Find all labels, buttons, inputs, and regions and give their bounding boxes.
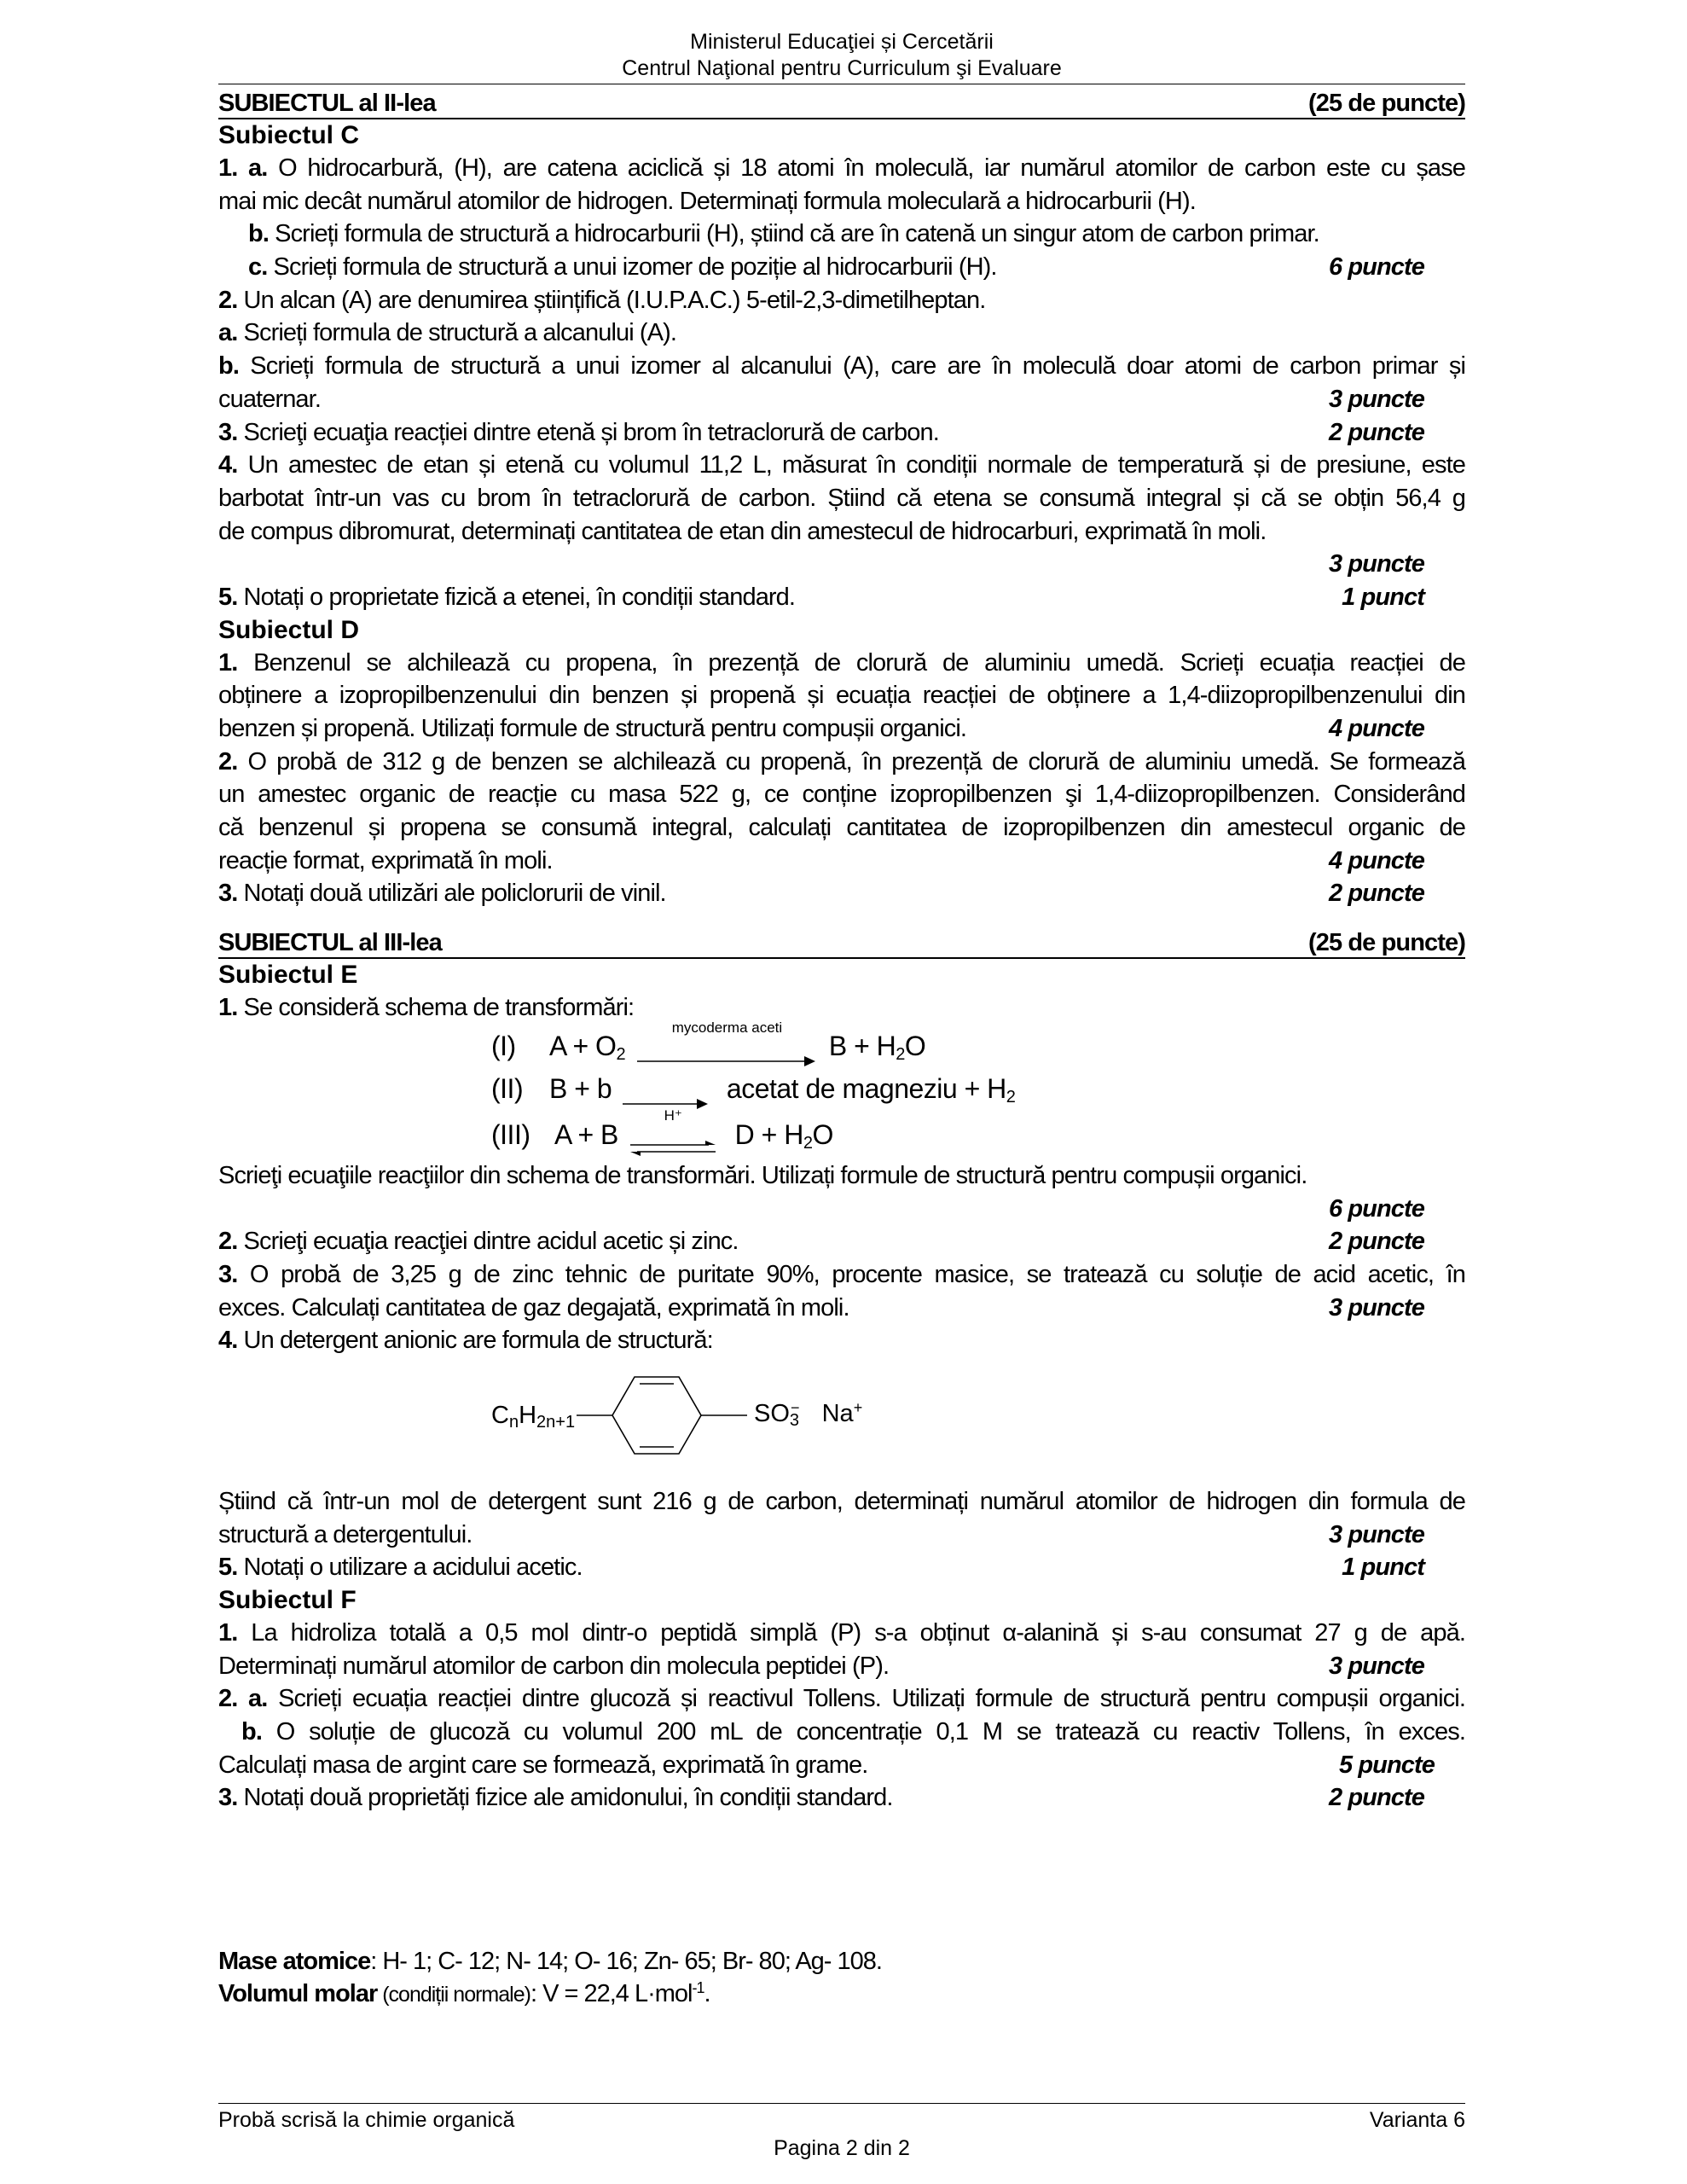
sodium: Na: [821, 1399, 854, 1427]
f-q2-points: 5 puncte: [1338, 1751, 1435, 1779]
constants-block: [218, 1945, 882, 2011]
footer-divider: [218, 2103, 1465, 2104]
reaction-1: (I) $A + O_2$ mycoderma aceti $B + H_2O$: [218, 1025, 1465, 1067]
reaction-scheme: [218, 1019, 1465, 1156]
exam-content: [218, 88, 1465, 1815]
molar-volume: [218, 1978, 882, 2011]
d-line-5: un amestec organic de reacție cu masa 522 g, ce conține izopropilbenzen şi 1,4-diizopropilbenzen. Considerând: [218, 781, 1465, 809]
e-line-1: 1. Se consideră schema de transformări:: [218, 994, 635, 1022]
c-line-6: a. Scrieți formula de structură a alcanului (A).: [218, 319, 677, 347]
d-line-2: obținere a izopropilbenzenului din benzen și propenă și ecuația reacției de obținere a 1,4-diizopropilbenzenului din: [218, 682, 1465, 710]
c-line-2: mai mic decât numărul atomilor de hidrogen. Determinați formula moleculară a hidrocarburii (H).: [218, 187, 1196, 215]
subject-2-heading: [218, 90, 1465, 119]
reaction-3-catalyst: H⁺: [664, 1107, 682, 1124]
molar-volume-value: : V = 22,4 L·mol: [530, 1980, 693, 2007]
c-line-7: b. Scrieți formula de structură a unui izomer al alcanului (A), care are în moleculă doar atomi de carbon primar și: [218, 352, 1465, 380]
e-q3-points: 3 puncte: [1328, 1293, 1424, 1321]
reaction-2-arrow: [623, 1082, 708, 1099]
subsection-f-title: Subiectul F: [218, 1586, 357, 1614]
page-header: [218, 29, 1465, 82]
molar-volume-exponent: -1: [692, 1979, 704, 1996]
e-line-2: Scrieţi ecuaţiile reacţiilor din schema de transformări. Utilizați formule de structură pentru compușii organici.: [218, 1161, 1307, 1189]
c-line-14: 5. Notați o proprietate fizică a etenei, în condiții standard.: [218, 583, 796, 611]
e-q2-points: 2 puncte: [1328, 1228, 1424, 1256]
d-line-7: reacție format, exprimată în moli.: [218, 846, 553, 874]
c-q4-points: 3 puncte: [1328, 550, 1424, 578]
reaction-2: (II) B + b acetat de magneziu + $H_2$: [218, 1067, 1465, 1110]
sulfonate-3: 3: [789, 1410, 800, 1430]
benzene-ring-icon: [577, 1366, 747, 1468]
reaction-2-products: acetat de magneziu + H: [726, 1072, 1006, 1104]
subject-2-title: SUBIECTUL al II-lea: [218, 90, 436, 117]
reaction-1-products: B + H: [828, 1030, 896, 1061]
reaction-3-equilibrium-arrow: [630, 1107, 716, 1146]
alkyl-2n1: 2n+1: [536, 1412, 576, 1432]
alkyl-n: n: [508, 1412, 519, 1432]
e-q4-points: 3 puncte: [1328, 1520, 1424, 1548]
c-q5-points: 1 punct: [1342, 583, 1424, 611]
footer-page-number: Pagina 2 din 2: [774, 2136, 910, 2160]
c-line-1: 1. a. O hidrocarbură, (H), are catena aciclică și 18 atomi în moleculă, iar numărul atomilor de carbon este cu șase: [218, 154, 1465, 182]
f-line-1: 1. La hidroliza totală a 0,5 mol dintr-o peptidă simplă (P) s-a obținut α-alanină și s-au consumat 27 g de apă.: [218, 1619, 1466, 1647]
atomic-masses-label: Mase atomice: [218, 1948, 371, 1975]
c-line-5: 2. Un alcan (A) are denumirea științifică (I.U.P.A.C.) 5-etil-2,3-dimetilheptan.: [218, 286, 986, 314]
f-q3-points: 2 puncte: [1328, 1784, 1424, 1812]
f-line-5: Calculați masa de argint care se formează, exprimată în grame.: [218, 1751, 868, 1779]
d-q2-points: 4 puncte: [1328, 846, 1424, 874]
f-line-2: Determinați numărul atomilor de carbon din molecula peptidei (P).: [218, 1652, 890, 1680]
c-q2-points: 3 puncte: [1328, 385, 1424, 413]
subject-3-points: (25 de puncte): [1308, 929, 1465, 957]
e-line-10: 5. Notați o utilizare a acidului acetic.: [218, 1554, 583, 1582]
reaction-2-label: (II): [491, 1072, 524, 1104]
molar-volume-condition: (condiții normale): [377, 1983, 530, 2007]
reaction-3: (III) A + B H⁺ $D + H_2O$: [218, 1113, 1465, 1156]
subject-2-points: (25 de puncte): [1308, 90, 1465, 117]
c-line-11: barbotat într-un vas cu brom în tetraclorură de carbon. Știind că etena se consumă integral și că se obțin 56,4 g: [218, 484, 1465, 512]
d-q1-points: 4 puncte: [1328, 715, 1424, 742]
subsection-e-title: Subiectul E: [218, 961, 358, 990]
d-line-8: 3. Notați două utilizări ale policlorurii de vinil.: [218, 880, 666, 908]
e-line-7: 4. Un detergent anionic are formula de structură:: [218, 1327, 713, 1355]
d-q3-points: 2 puncte: [1328, 880, 1424, 908]
c-line-4: c. Scrieți formula de structură a unui izomer de poziție al hidrocarburii (H).: [248, 253, 997, 282]
reaction-2-reactants: B + b: [549, 1072, 612, 1104]
subject-3-heading: [218, 929, 1465, 959]
f-line-3: 2. a. Scrieți ecuația reacției dintre glucoză și reactivul Tollens. Utilizați formule de structură pentru compușii organici.: [218, 1685, 1465, 1713]
e-line-5: 3. O probă de 3,25 g de zinc tehnic de puritate 90%, procente masice, se tratează cu soluție de acid acetic, în: [218, 1260, 1465, 1288]
c-q3-points: 2 puncte: [1328, 418, 1424, 446]
c-line-3: b. Scrieți formula de structură a hidrocarburii (H), știind că are în catenă un singur atom de carbon primar.: [248, 220, 1319, 248]
alkyl-c: C: [491, 1401, 509, 1429]
header-ministry: Ministerul Educaţiei și Cercetării: [690, 30, 994, 54]
f-line-6: 3. Notați două proprietăți fizice ale amidonului, în condiții standard.: [218, 1784, 893, 1812]
detergent-structure: [218, 1357, 1465, 1485]
c-line-12: de compus dibromurat, determinați cantitatea de etan din amestecul de hidrocarburi, exprimată în moli.: [218, 517, 1267, 545]
subsection-c-title: Subiectul C: [218, 121, 360, 149]
e-line-8: Știind că într-un mol de detergent sunt 216 g de carbon, determinați numărul atomilor de hidrogen din formula de: [218, 1487, 1465, 1515]
reaction-1-catalyst: mycoderma aceti: [671, 1019, 783, 1037]
reaction-1-arrow: [637, 1019, 816, 1056]
d-line-3: benzen și propenă. Utilizați formule de structură pentru compușii organici.: [218, 715, 967, 742]
c-line-9: 3. Scrieţi ecuaţia reacției dintre etenă și brom în tetraclorură de carbon.: [218, 418, 939, 446]
alkyl-h: H: [519, 1401, 537, 1429]
footer-variant: Varianta 6: [1369, 2108, 1465, 2132]
e-q1-points: 6 puncte: [1328, 1194, 1424, 1223]
footer-exam-name: Probă scrisă la chimie organică: [218, 2108, 515, 2132]
c-line-10: 4. Un amestec de etan și etenă cu volumul 11,2 L, măsurat în condiții normale de temperatură și de presiune, este: [218, 451, 1465, 479]
f-q1-points: 3 puncte: [1328, 1652, 1424, 1680]
sodium-charge: +: [853, 1398, 863, 1416]
e-line-4: 2. Scrieţi ecuaţia reacţiei dintre acidul acetic și zinc.: [218, 1228, 739, 1256]
reaction-1-reactants: A + O: [549, 1030, 617, 1061]
subject-3-title: SUBIECTUL al III-lea: [218, 929, 442, 957]
exam-page: [218, 0, 1465, 2184]
sulfonate-so: SO: [754, 1399, 790, 1427]
d-line-1: 1. Benzenul se alchilează cu propena, în prezență de clorură de aluminiu umedă. Scrieți ecuația reacției de: [218, 648, 1465, 677]
c-line-8: cuaternar.: [218, 385, 321, 413]
d-line-4: 2. O probă de 312 g de benzen se alchilează cu propenă, în prezență de clorură de aluminiu umedă. Se formează: [218, 747, 1465, 775]
sulfonate-charge: −: [791, 1398, 800, 1416]
molar-volume-end: .: [704, 1980, 710, 2007]
e-line-9: structură a detergentului.: [218, 1520, 472, 1548]
c-q1-points: 6 puncte: [1328, 253, 1424, 282]
subsection-d-title: Subiectul D: [218, 615, 360, 644]
reaction-3-label: (III): [491, 1118, 530, 1150]
header-center: Centrul Naţional pentru Curriculum şi Evaluare: [622, 56, 1062, 80]
reaction-1-label: (I): [491, 1030, 516, 1061]
alkyl-group: [491, 1402, 575, 1430]
f-line-4: b. O soluție de glucoză cu volumul 200 mL de concentrație 0,1 M se tratează cu reactiv Tollens, în exces.: [241, 1718, 1465, 1746]
atomic-masses-values: : H- 1; C- 12; N- 14; O- 16; Zn- 65; Br- 80; Ag- 108.: [370, 1948, 882, 1975]
e-q5-points: 1 punct: [1342, 1554, 1424, 1582]
e-line-6: exces. Calculați cantitatea de gaz degajată, exprimată în moli.: [218, 1293, 849, 1321]
atomic-masses: [218, 1945, 882, 1978]
sulfonate-group: [754, 1400, 862, 1428]
molar-volume-label: Volumul molar: [218, 1980, 378, 2007]
reaction-3-products: D + H: [734, 1118, 803, 1150]
d-line-6: că benzenul și propena se consumă integral, calculați cantitatea de izopropilbenzen din amestecul organic de: [218, 814, 1465, 842]
reaction-3-reactants: A + B: [554, 1118, 618, 1150]
